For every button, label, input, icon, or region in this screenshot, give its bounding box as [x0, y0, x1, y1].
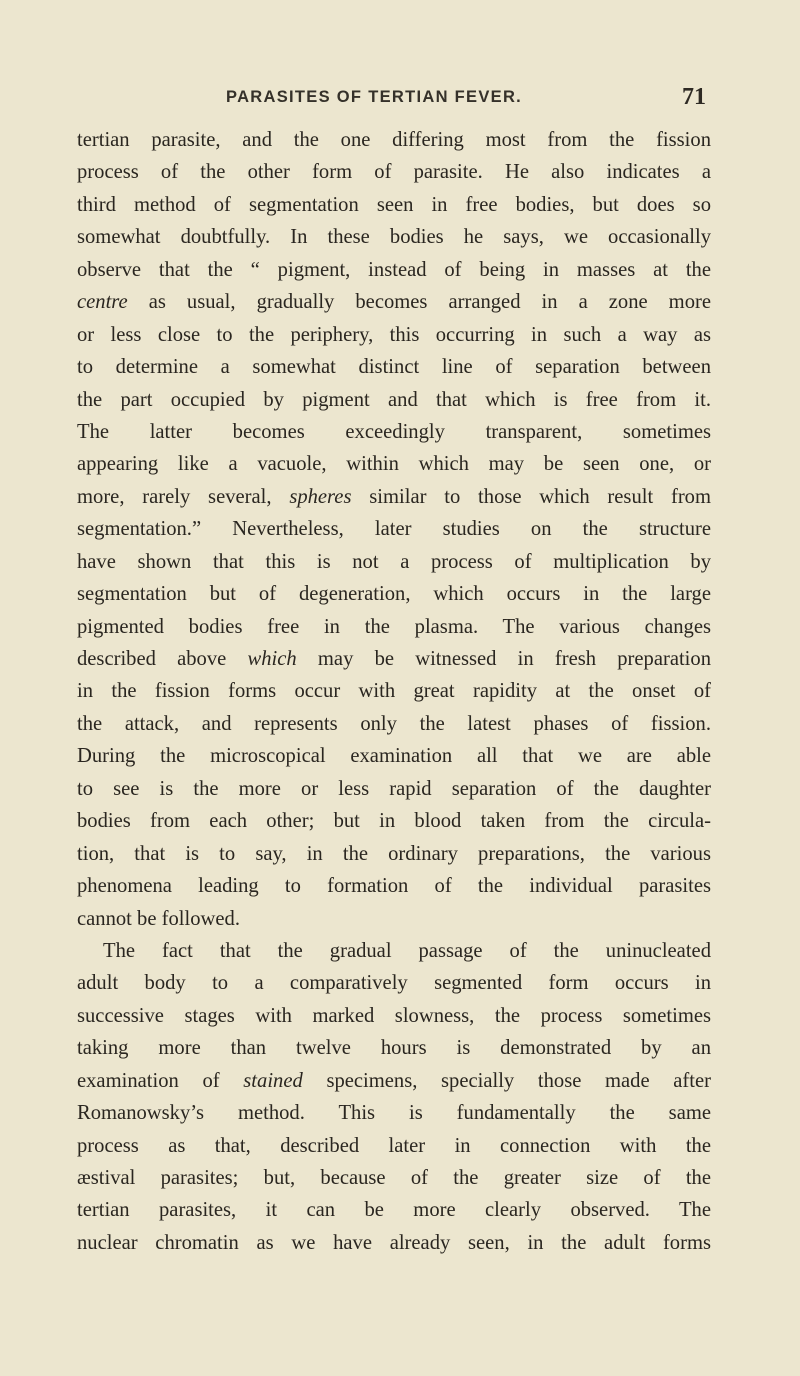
text-run: cannot be followed. — [77, 907, 240, 930]
text-line — [77, 351, 711, 383]
text-run: third method of segmentation seen in free bodies, but does so — [77, 193, 711, 216]
text-line — [77, 1130, 711, 1162]
text-run: The latter becomes exceedingly transparent, sometimes — [77, 420, 711, 443]
text-line — [77, 124, 711, 156]
text-line — [77, 513, 711, 545]
text-line — [77, 1097, 711, 1129]
text-line — [77, 708, 711, 740]
text-run: process of the other form of parasite. He also indicates a — [77, 161, 711, 184]
text-line — [77, 448, 711, 480]
text-run: the attack, and represents only the latest phases of fission. — [77, 712, 711, 735]
text-line — [77, 286, 711, 318]
text-run: process as that, described later in connection with the — [77, 1134, 711, 1157]
text-line — [77, 935, 711, 967]
text-run: nuclear chromatin as we have already seen, in the adult forms — [77, 1231, 711, 1254]
text-run: adult body to a comparatively segmented form occurs in — [77, 972, 711, 995]
text-run: segmentation.” Nevertheless, later studies on the structure — [77, 518, 711, 541]
text-run: to determine a somewhat distinct line of separation between — [77, 356, 711, 379]
text-line — [77, 967, 711, 999]
text-line — [77, 1000, 711, 1032]
text-run: have shown that this is not a process of multiplication by — [77, 550, 711, 573]
text-line — [77, 1227, 711, 1259]
text-run: successive stages with marked slowness, the process sometimes — [77, 1004, 711, 1027]
text-line — [77, 838, 711, 870]
text-line — [77, 254, 711, 286]
text-line — [77, 1194, 711, 1226]
text-run: segmentation but of degeneration, which occurs in the large — [77, 583, 711, 606]
text-run: somewhat doubtfully. In these bodies he says, we occasionally — [77, 226, 711, 249]
text-line — [77, 675, 711, 707]
text-line — [77, 903, 711, 935]
text-run: the part occupied by pigment and that which is free from it. — [77, 388, 711, 411]
text-line — [77, 870, 711, 902]
text-line — [77, 740, 711, 772]
text-line — [77, 319, 711, 351]
italic-text: stained — [243, 1069, 303, 1092]
page-number: 71 — [682, 84, 706, 110]
text-run: æstival parasites; but, because of the greater size of the — [77, 1167, 711, 1189]
text-run: phenomena leading to formation of the individual parasites — [77, 875, 711, 898]
body-text — [77, 124, 711, 1259]
text-run: appearing like a vacuole, within which may be seen one, or — [77, 453, 711, 476]
running-title: PARASITES OF TERTIAN FEVER. — [226, 88, 523, 106]
text-run: examination of — [77, 1069, 244, 1092]
text-run: tertian parasite, and the one differing most from the fission — [77, 129, 711, 151]
running-head — [226, 86, 706, 114]
text-run: tion, that is to say, in the ordinary preparations, the various — [77, 842, 711, 865]
text-run: more, rarely several, — [77, 485, 290, 508]
text-line — [77, 416, 711, 448]
text-line — [77, 481, 711, 513]
text-line — [77, 1162, 711, 1194]
text-run: taking more than twelve hours is demonstrated by an — [77, 1037, 711, 1060]
text-run: specimens, specially those made after — [302, 1069, 711, 1092]
text-run: tertian parasites, it can be more clearly observed. The — [77, 1199, 711, 1222]
text-run: similar to those which result from — [351, 485, 711, 508]
text-run: in the fission forms occur with great rapidity at the onset of — [77, 680, 711, 703]
text-run: as usual, gradually becomes arranged in a zone more — [127, 291, 711, 314]
text-line — [77, 1065, 711, 1097]
text-line — [77, 643, 711, 675]
text-run: bodies from each other; but in blood taken from the circula- — [77, 810, 711, 833]
text-line — [77, 578, 711, 610]
text-line — [77, 805, 711, 837]
text-run: observe that the “ pigment, instead of being in masses at the — [77, 258, 711, 281]
text-line — [77, 773, 711, 805]
italic-text: which — [247, 648, 297, 670]
text-run: described above — [77, 648, 248, 670]
text-line — [77, 546, 711, 578]
text-line — [77, 156, 711, 188]
text-run: Romanowsky’s method. This is fundamentally the same — [77, 1102, 711, 1125]
text-run: to see is the more or less rapid separation of the daughter — [77, 777, 711, 800]
text-run: may be witnessed in fresh preparation — [296, 648, 711, 670]
italic-text: spheres — [289, 485, 352, 508]
text-run: pigmented bodies free in the plasma. The various changes — [77, 615, 711, 638]
text-run: The fact that the gradual passage of the uninucleated — [103, 939, 711, 962]
text-line — [77, 611, 711, 643]
text-line — [77, 189, 711, 221]
text-run: or less close to the periphery, this occurring in such a way as — [77, 323, 711, 346]
text-line — [77, 1032, 711, 1064]
italic-text: centre — [77, 291, 128, 314]
text-line — [77, 384, 711, 416]
text-run: During the microscopical examination all that we are able — [77, 745, 711, 768]
text-line — [77, 221, 711, 253]
